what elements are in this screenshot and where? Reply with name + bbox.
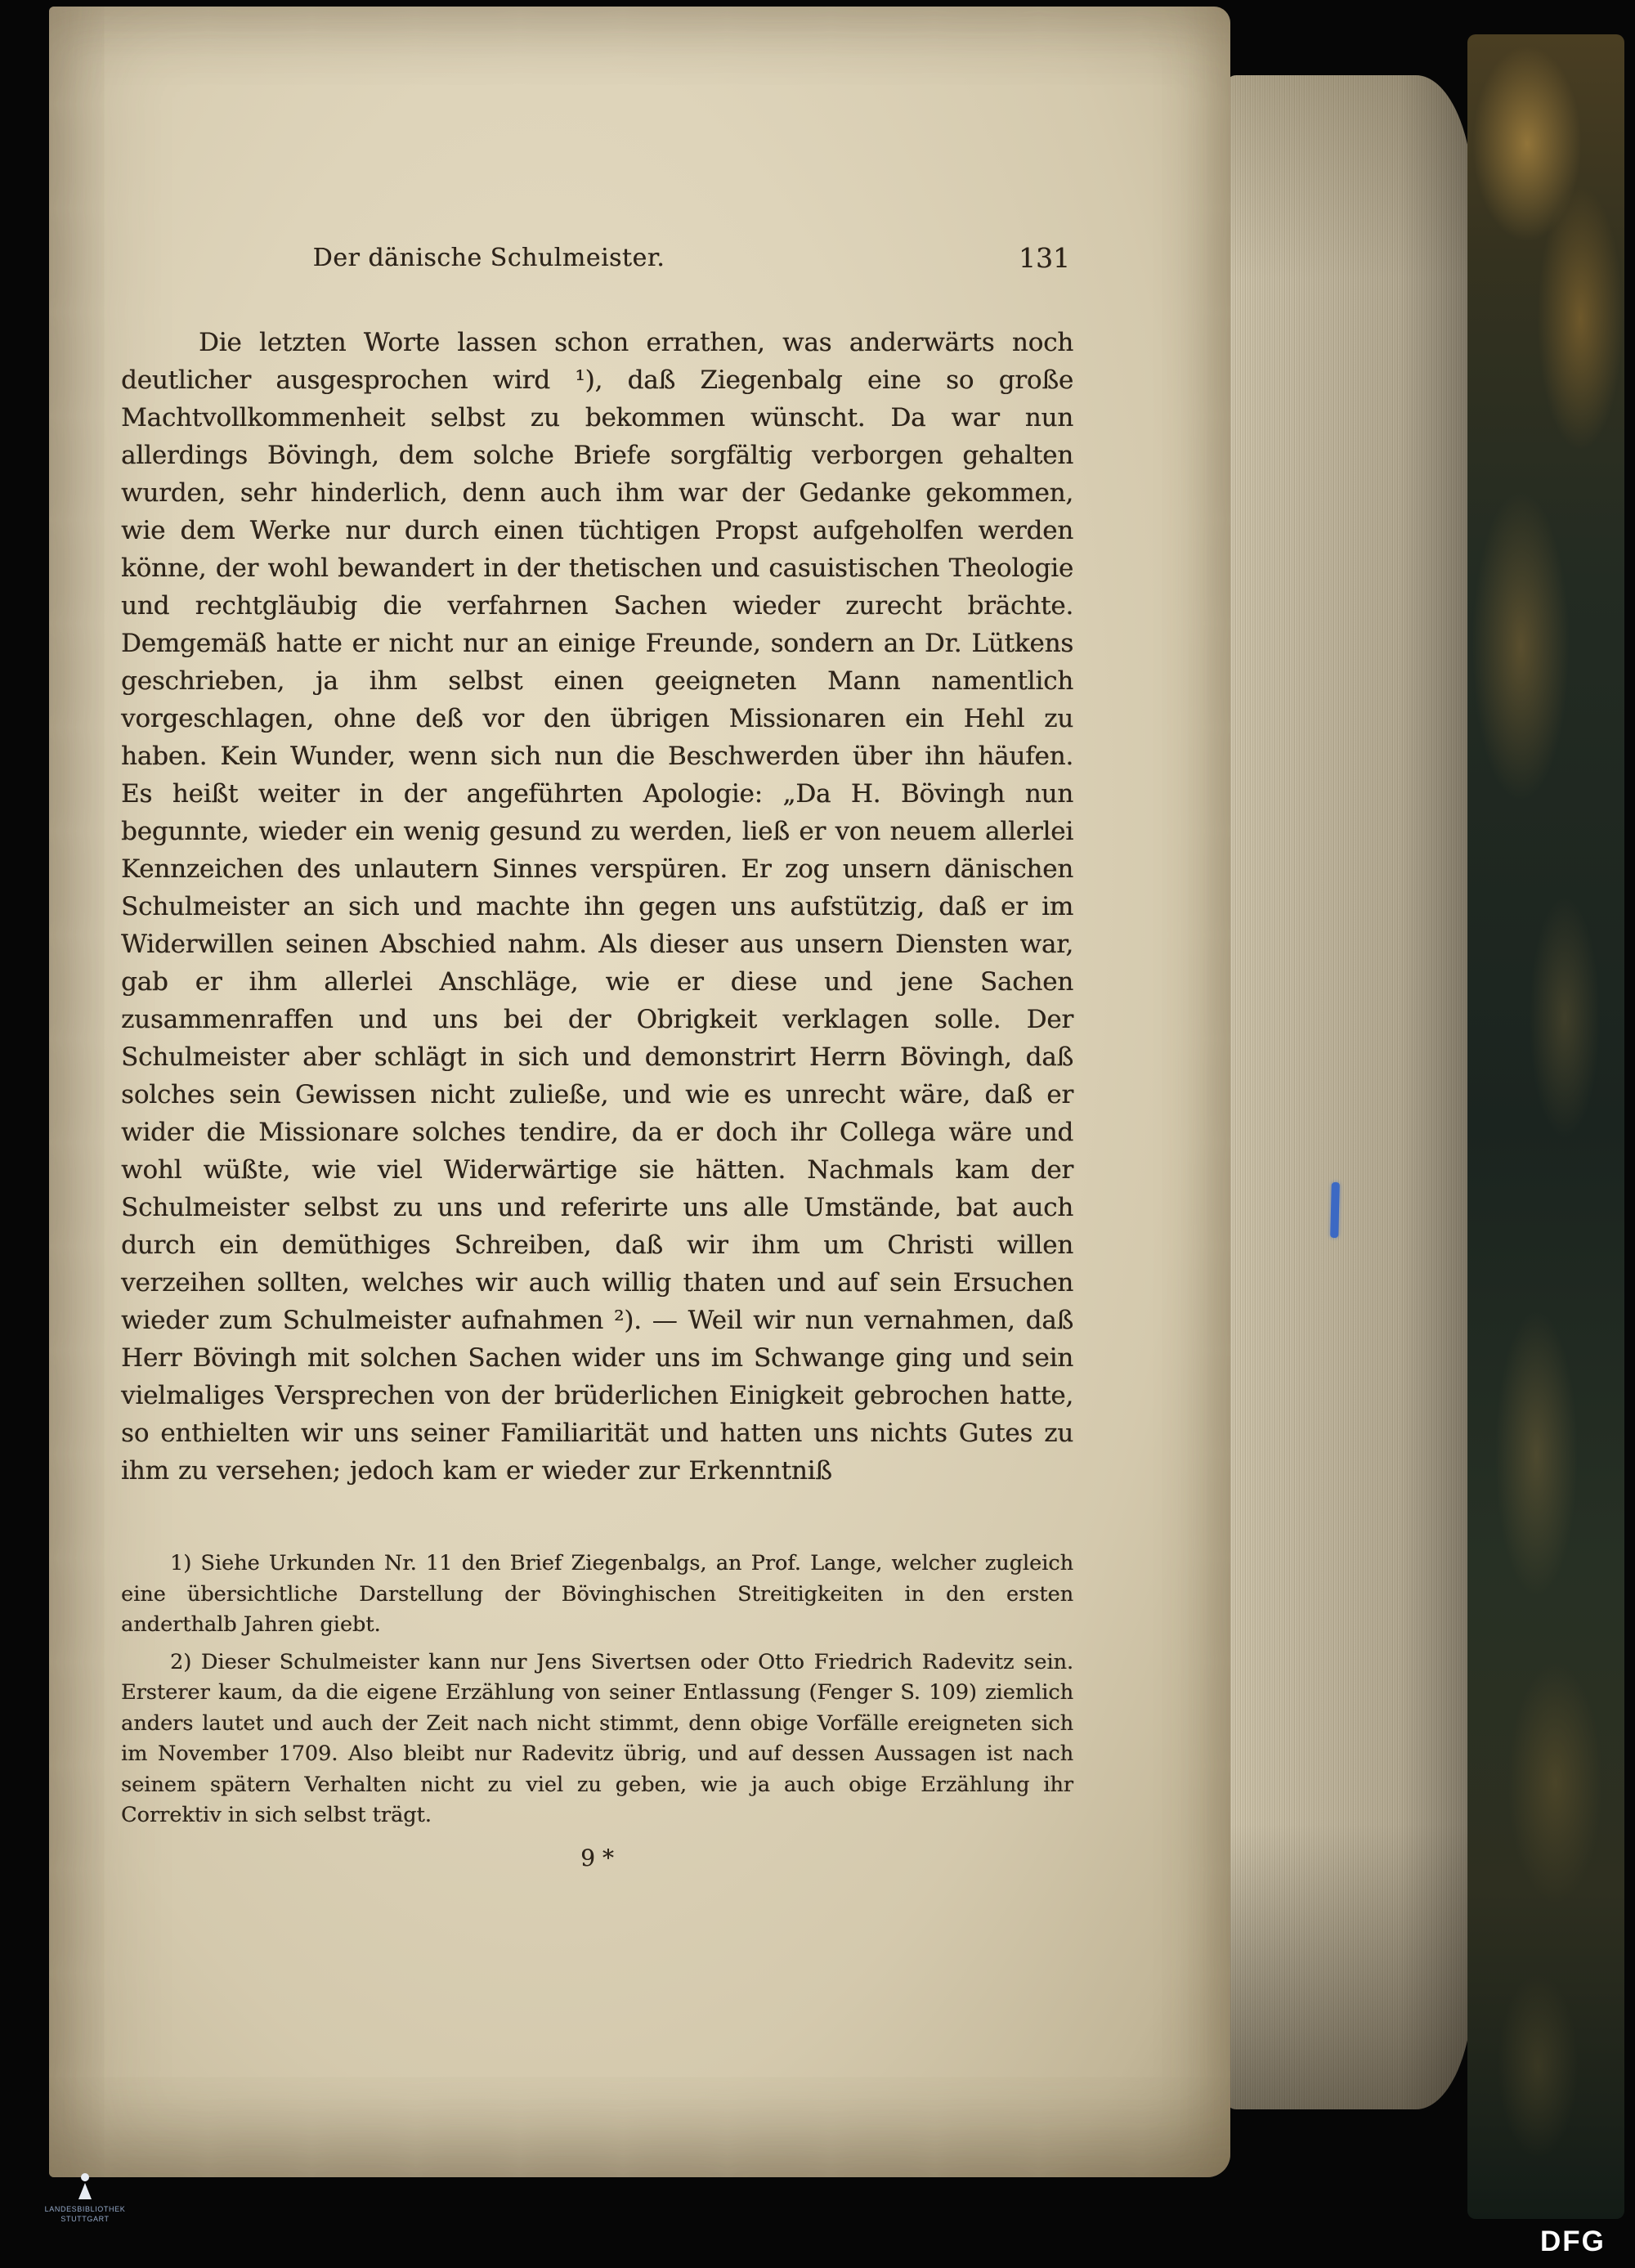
page-header	[121, 244, 1073, 283]
signature-mark: 9 *	[580, 1844, 614, 1871]
running-title: Der dänische Schulmeister.	[312, 244, 665, 272]
dfg-logo: DFG	[1540, 2225, 1606, 2257]
library-emblem-icon	[77, 2173, 93, 2201]
footnote-2: 2) Dieser Schulmeister kann nur Jens Sivertsen oder Otto Friedrich Radevitz sein. Ersterer kaum, da die eigene Erzählung von seiner Entlassung (Fenger S. 109) ziemlich anders lautet und auch der Zeit nach nicht stimmt, denn obige Vorfälle ereigneten sich im November 1709. Also bleibt nur Radevitz übrig, und auf dessen Aussagen ist nach seinem spätern Verhalten nicht zu viel zu geben, wie ja auch obige Erzählung ihr Correktiv in sich selbst trägt.	[121, 1649, 1073, 1827]
library-logo	[36, 2173, 134, 2224]
footnote-1: 1) Siehe Urkunden Nr. 11 den Brief Ziegenbalgs, an Prof. Lange, welcher zugleich eine übersichtliche Darstellung der Bövinghischen Streitigkeiten in den ersten anderthalb Jahren giebt.	[121, 1551, 1073, 1637]
book-cover	[1467, 34, 1624, 2219]
library-logo-text-line2: STUTTGART	[60, 2215, 110, 2223]
page-edges-stack	[1226, 75, 1473, 2109]
body-paragraph: Die letzten Worte lassen schon errathen, was anderwärts noch deutlicher ausgesprochen wird ¹), daß Ziegenbalg eine so große Machtvollkommenheit selbst zu bekommen wünscht. Da war nun allerdings Bövingh, dem solche Briefe sorgfältig verborgen gehalten wurden, sehr hinderlich, denn auch ihm war der Gedanke gekommen, wie dem Werke nur durch einen tüchtigen Propst aufgeholfen werden könne, der wohl bewandert in der thetischen und casuistischen Theologie und rechtgläubig die verfahrnen Sachen wieder zurecht brächte. Demgemäß hatte er nicht nur an einige Freunde, sondern an Dr. Lütkens geschrieben, ja ihm selbst einen geeigneten Mann namentlich vorgeschlagen, ohne deß vor den übrigen Missionaren ein Hehl zu haben. Kein Wunder, wenn sich nun die Beschwerden über ihn häufen. Es heißt weiter in der angeführten Apologie: „Da H. Bövingh nun begunnte, wieder ein wenig gesund zu werden, ließ er von neuem allerlei Kennzeichen des unlautern Sinnes verspüren. Er zog unsern dänischen Schulmeister an sich und machte ihn gegen uns aufstützig, daß er im Widerwillen seinen Abschied nahm. Als dieser aus unsern Diensten war, gab er ihm allerlei Anschläge, wie er diese und jene Sachen zusammenraffen und uns bei der Obrigkeit verklagen solle. Der Schulmeister aber schlägt in sich und demonstrirt Herrn Bövingh, daß solches sein Gewissen nicht zuließe, und wie es unrecht wäre, daß er wider die Missionare solches tendire, da er doch ihr Collega wäre und wohl wüßte, wie viel Widerwärtige sie hätten. Nachmals kam der Schulmeister selbst zu uns und referirte uns alle Umstände, bat auch durch ein demüthiges Schreiben, daß wir ihm um Christi willen verzeihen sollten, welches wir auch willig thaten und auf sein Ersuchen wieder zum Schulmeister aufnahmen ²). — Weil wir nun vernahmen, daß Herr Bövingh mit solchen Sachen wider uns im Schwange ging und sein vielmaliges Versprechen von der brüderlichen Einigkeit gebrochen hatte, so enthielten wir uns seiner Familiarität und hatten uns nichts Gutes zu ihm zu versehen; jedoch kam er wieder zur Erkenntniß	[121, 328, 1073, 1486]
library-logo-text-line1: LANDESBIBLIOTHEK	[44, 2205, 126, 2213]
page-number: 131	[1019, 242, 1070, 274]
book-page	[49, 7, 1230, 2177]
fore-edge-blue-mark	[1330, 1182, 1340, 1238]
footnotes-block	[121, 1549, 1073, 1831]
type-area	[121, 244, 1073, 1871]
